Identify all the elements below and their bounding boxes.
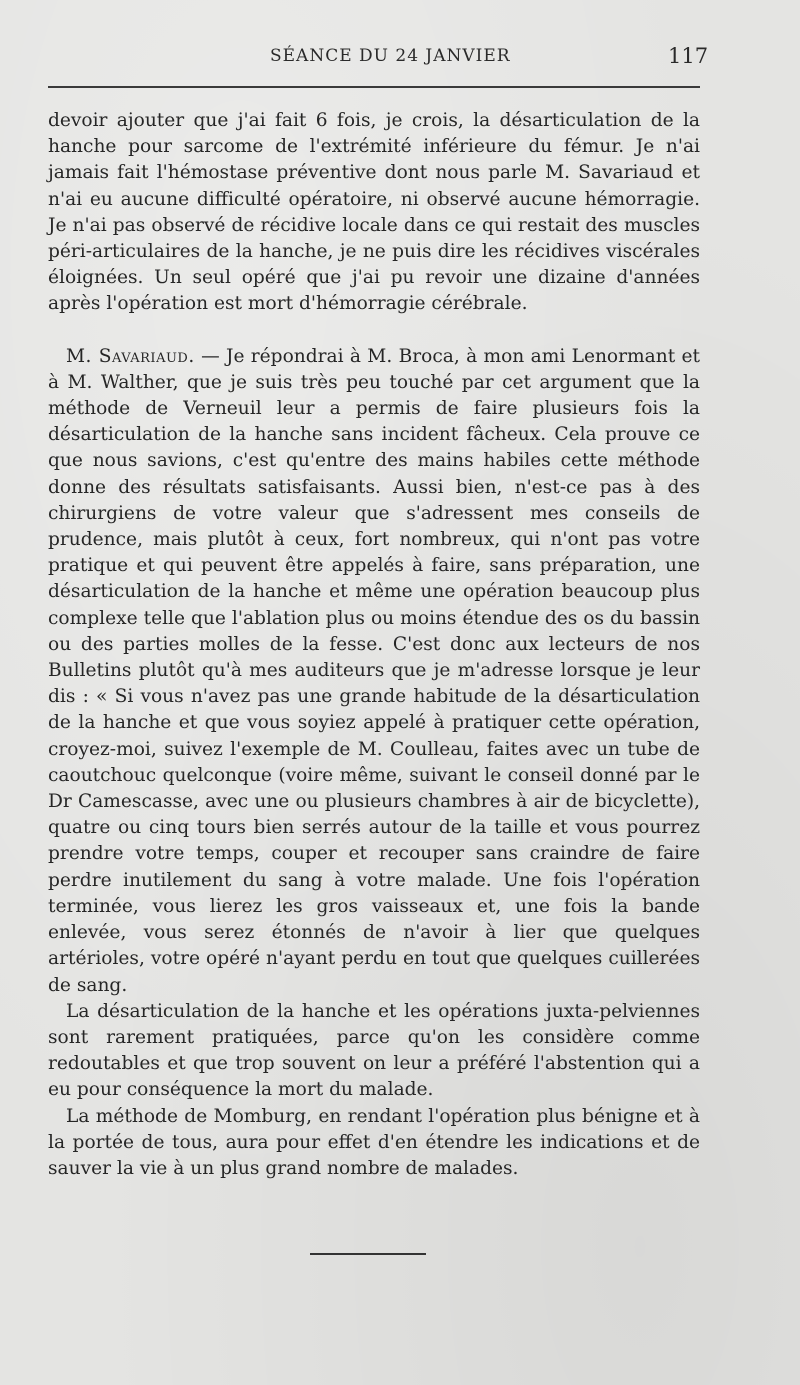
speaker-name: M. Savariaud. <box>66 345 195 367</box>
body-text <box>48 108 700 1182</box>
paragraph-juxta-pelvic: La désarticulation de la hanche et les opérations juxta-pelviennes sont rarement pratiquées, parce qu'on les considère comme redoutables et que trop souvent on leur a préféré l'abstention qui a eu pour conséquence la mort du malade. <box>48 1000 700 1101</box>
paragraph-savariaud-text: — Je répondrai à M. Broca, à mon ami Lenormant et à M. Walther, que je suis très peu touché par cet argument que la méthode de Verneuil leur a permis de faire plusieurs fois la désarticulation de la hanche sans incident fâcheux. Cela prouve ce que nous savions, c'est qu'entre des mains habiles cette méthode donne des résultats satisfaisants. Aussi bien, n'est-ce pas à des chirurgiens de votre valeur que s'adressent mes conseils de prudence, mais plutôt à ceux, fort nombreux, qui n'ont pas votre pratique et qui peuvent être appelés à faire, sans préparation, une désarticulation de la hanche et même une opération beaucoup plus complexe telle que l'ablation plus ou moins étendue des os du bassin ou des parties molles de la fesse. C'est donc aux lecteurs de nos Bulletins plutôt qu'à mes auditeurs que je m'adresse lorsque je leur dis : « Si vous n'avez pas une grande habitude de la désarticulation de la hanche et que vous soyiez appelé à pratiquer cette opération, croyez-moi, suivez l'exemple de M. Coulleau, faites avec un tube de caoutchouc quelconque (voire même, suivant le conseil donné par le Dr Camescasse, avec une ou plusieurs chambres à air de bicyclette), quatre ou cinq tours bien serrés autour de la taille et vous pourrez prendre votre temps, couper et recouper sans craindre de faire perdre inutilement du sang à votre malade. Une fois l'opération terminée, vous lierez les gros vaisseaux et, une fois la bande enlevée, vous serez étonnés de n'avoir à lier que quelques artérioles, votre opéré n'ayant perdu en tout que quelques cuillerées de sang. <box>48 345 700 996</box>
paragraph-continuation: devoir ajouter que j'ai fait 6 fois, je crois, la désarticulation de la hanche pour sarcome de l'extrémité inférieure du fémur. Je n'ai jamais fait l'hémostase préventive dont nous parle M. Savariaud et n'ai eu aucune difficulté opératoire, ni observé aucune hémorragie. Je n'ai pas observé de récidive locale dans ce qui restait des muscles péri-articulaires de la hanche, je ne puis dire les récidives viscérales éloignées. Un seul opéré que j'ai pu revoir une dizaine d'années après l'opération est mort d'hémorragie cérébrale. <box>48 110 700 315</box>
header-rule <box>48 86 700 88</box>
running-title: SÉANCE DU 24 JANVIER <box>270 46 511 66</box>
page-number: 117 <box>668 44 709 68</box>
section-end-rule <box>310 1253 426 1255</box>
paragraph-savariaud-reply <box>48 344 700 999</box>
paragraph-momburg-method: La méthode de Momburg, en rendant l'opération plus bénigne et à la portée de tous, aura pour effet d'en étendre les indications et de sauver la vie à un plus grand nombre de malades. <box>48 1105 700 1179</box>
running-head <box>0 46 800 72</box>
